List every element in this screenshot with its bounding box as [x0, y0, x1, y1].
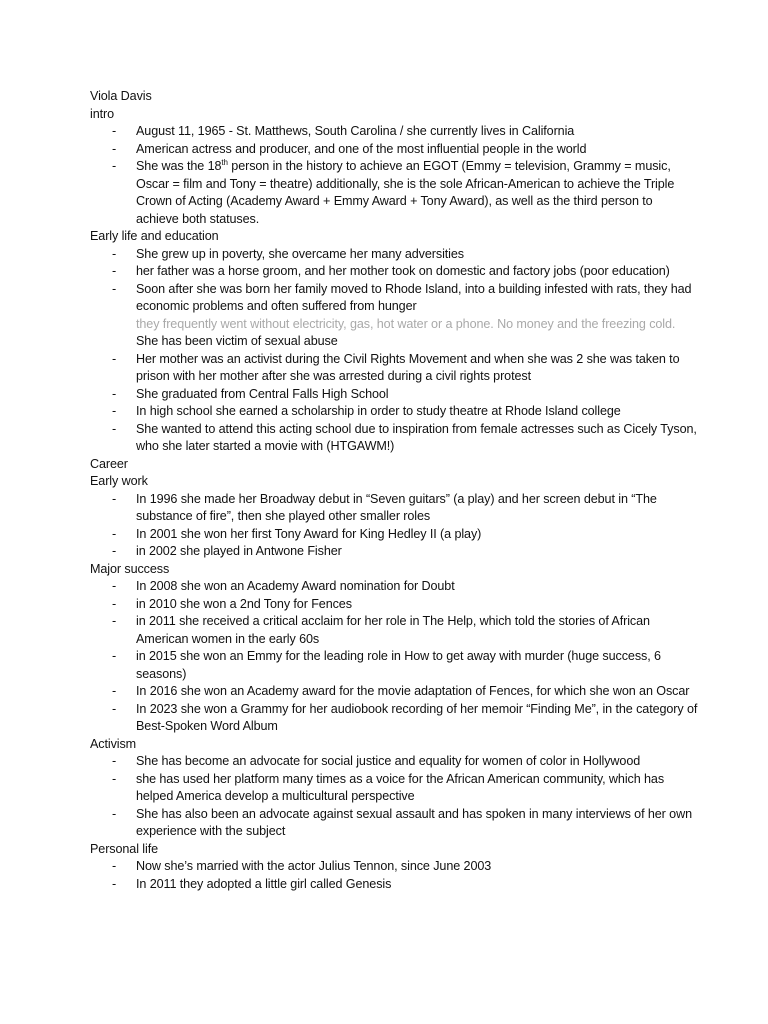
list-item-text: In 2016 she won an Academy award for the movie adaptation of Fences, for which she won an Oscar — [136, 684, 690, 698]
section-heading-personal-life: Personal life — [90, 841, 159, 856]
bullet-dash: - — [112, 754, 117, 768]
list-item-text: in 2002 she played in Antwone Fisher — [136, 544, 342, 558]
list-item-text: August 11, 1965 - St. Matthews, South Carolina / she currently lives in California — [136, 124, 575, 138]
list-item — [90, 578, 698, 596]
list-item — [90, 596, 698, 614]
list-item — [90, 281, 698, 351]
section-heading-career: Career — [90, 456, 128, 471]
bullet-dash: - — [112, 159, 117, 173]
list-item-text: in 2015 she won an Emmy for the leading role in How to get away with murder (huge success, 6 seasons) — [136, 649, 661, 681]
bullet-dash: - — [112, 264, 117, 278]
subsection-heading-early-work: Early work — [90, 474, 148, 488]
list-item-text: She has also been an advocate against sexual assault and has spoken in many interviews of her own experience with the subject — [136, 806, 692, 838]
bullet-dash: - — [112, 351, 117, 366]
bullet-dash: - — [112, 701, 117, 716]
list-item-text — [136, 281, 698, 351]
list-item — [90, 386, 698, 404]
bullet-dash: - — [112, 386, 117, 401]
bullet-dash: - — [112, 141, 117, 156]
list-item-text: she has used her platform many times as a voice for the African American community, which has helped America develop a multicultural perspective — [136, 771, 665, 803]
list-item — [90, 701, 698, 736]
bullet-dash: - — [112, 421, 117, 436]
list-item — [90, 543, 698, 561]
list-item-text: In 2001 she won her first Tony Award for King Hedley II (a play) — [136, 526, 482, 541]
list-item — [90, 246, 698, 264]
section-heading-early-life: Early life and education — [90, 229, 219, 243]
list-item — [90, 858, 698, 876]
list-item-text: She wanted to attend this acting school due to inspiration from female actresses such as Cicely Tyson, who she later started a movie with (HTGAWM!) — [136, 421, 697, 453]
bullet-dash: - — [112, 596, 117, 611]
bullet-dash: - — [112, 614, 117, 628]
list-item — [90, 158, 698, 228]
list-item-text: In high school she earned a scholarship in order to study theatre at Rhode Island college — [136, 404, 621, 418]
text-run: She was the 18 — [136, 159, 222, 173]
bullet-dash: - — [112, 859, 117, 873]
bullet-dash: - — [112, 649, 117, 663]
list-item-text: In 1996 she made her Broadway debut in “Seven guitars” (a play) and her screen debut in “The substance of fire”, then she played other smaller roles — [136, 491, 657, 523]
bullet-dash: - — [112, 806, 117, 821]
list-item-text: In 2011 they adopted a little girl called Genesis — [136, 876, 392, 891]
list-item — [90, 351, 698, 386]
list-item — [90, 876, 698, 894]
list-item — [90, 123, 698, 141]
bullet-dash: - — [112, 579, 117, 593]
subsection-heading-major-success: Major success — [90, 561, 170, 576]
list-item-text: She grew up in poverty, she overcame her many adversities — [136, 246, 464, 261]
bullet-dash: - — [112, 281, 117, 296]
section-heading-intro: intro — [90, 106, 114, 121]
bullet-dash: - — [112, 771, 117, 786]
bullet-dash: - — [112, 876, 117, 891]
bullet-dash: - — [112, 124, 117, 138]
bullet-dash: - — [112, 246, 117, 261]
list-item — [90, 613, 698, 648]
list-item-text: her father was a horse groom, and her mother took on domestic and factory jobs (poor education) — [136, 264, 670, 278]
bullet-dash: - — [112, 684, 117, 698]
list-item-text: in 2010 she won a 2nd Tony for Fences — [136, 596, 352, 611]
list-item — [90, 526, 698, 544]
list-item-text: Her mother was an activist during the Civil Rights Movement and when she was 2 she was taken to prison with her mother after she was arrested during a civil rights protest — [136, 351, 680, 383]
list-item — [90, 806, 698, 841]
list-item — [90, 683, 698, 701]
list-item — [90, 491, 698, 526]
text-run: person in the history to achieve an EGOT (Emmy = television, Grammy = music, Oscar = film and Tony = theatre) additionally, she is the sole African-American to achieve the Triple Crown of Acting (Academy Award + Emmy Award + Tony Award), as well as the third person to achieve both statuses. — [136, 159, 675, 226]
list-item — [90, 141, 698, 159]
section-heading-activism: Activism — [90, 736, 137, 751]
list-item-text: She has become an advocate for social justice and equality for women of color in Hollywood — [136, 754, 641, 768]
document-title: Viola Davis — [90, 89, 152, 103]
list-item-text: In 2008 she won an Academy Award nomination for Doubt — [136, 579, 455, 593]
list-item — [90, 753, 698, 771]
text-run: She has been victim of sexual abuse — [136, 334, 338, 348]
list-item — [90, 648, 698, 683]
list-item-text — [136, 158, 698, 228]
list-item — [90, 771, 698, 806]
bullet-dash: - — [112, 544, 117, 558]
bullet-dash: - — [112, 404, 117, 418]
list-item-text: In 2023 she won a Grammy for her audiobook recording of her memoir “Finding Me”, in the category of Best-Spoken Word Album — [136, 701, 698, 733]
list-item — [90, 403, 698, 421]
bullet-dash: - — [112, 526, 117, 541]
gray-text-run: they frequently went without electricity, gas, hot water or a phone. No money and the freezing cold. — [136, 316, 676, 331]
list-item — [90, 421, 698, 456]
list-item — [90, 263, 698, 281]
list-item-text: in 2011 she received a critical acclaim for her role in The Help, which told the stories of African American women in the early 60s — [136, 614, 650, 646]
list-item-text: Now she’s married with the actor Julius Tennon, since June 2003 — [136, 859, 492, 873]
list-item-text: She graduated from Central Falls High School — [136, 386, 389, 401]
list-item-text: American actress and producer, and one of the most influential people in the world — [136, 141, 587, 156]
ordinal-suffix: th — [221, 157, 228, 167]
text-run: Soon after she was born her family moved to Rhode Island, into a building infested with rats, they had economic problems and often suffered from hunger — [136, 281, 692, 313]
bullet-dash: - — [112, 491, 117, 506]
